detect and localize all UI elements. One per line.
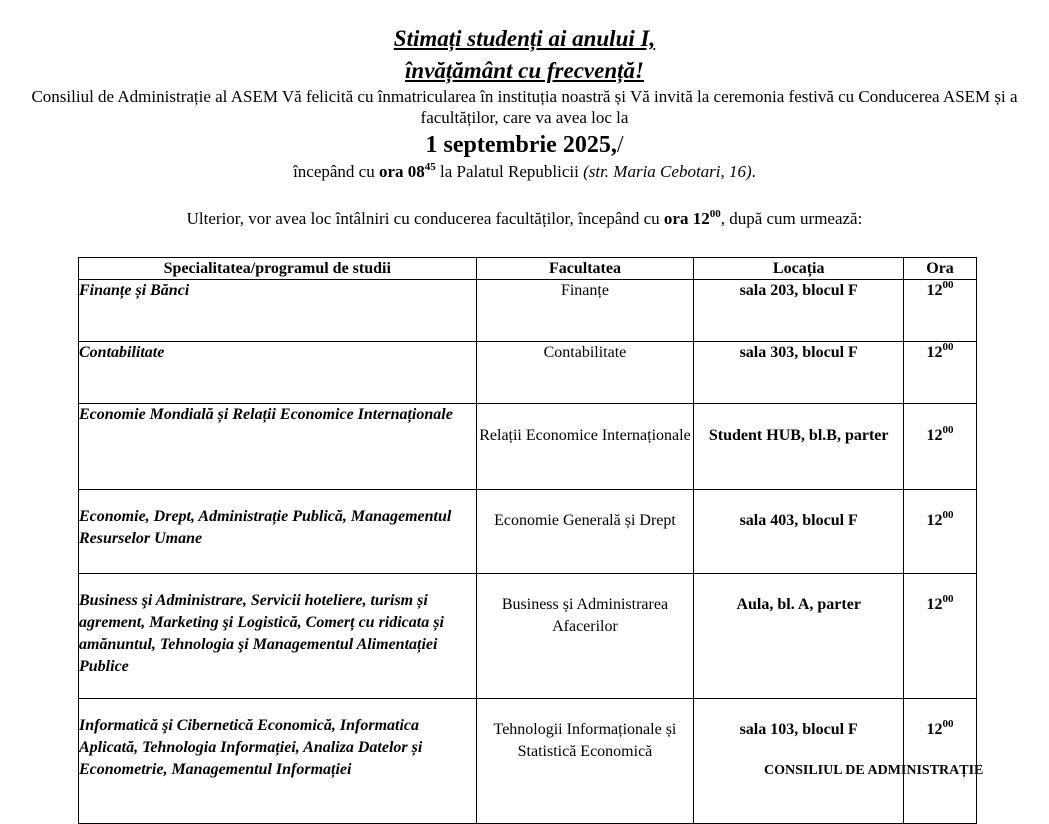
time-minutes: 45 xyxy=(424,161,436,173)
row-location: sala 203, blocul F xyxy=(694,280,904,342)
row-hour xyxy=(904,280,977,342)
date-slash: / xyxy=(616,132,624,158)
row-specialty: Economie Mondială și Relații Economice Internaționale xyxy=(79,404,477,490)
row-hour xyxy=(904,574,977,699)
table-row xyxy=(79,342,977,404)
signature-board: CONSILIUL DE ADMINISTRAȚIE xyxy=(764,763,984,778)
row-hour-value: 12 xyxy=(926,596,943,613)
header-location: Locația xyxy=(694,258,904,280)
meetings-prefix: Ulterior, vor avea loc întâlniri cu conducerea facultăților, începând cu xyxy=(186,209,664,228)
row-hour-minutes: 00 xyxy=(942,509,954,521)
row-hour-minutes: 00 xyxy=(942,279,954,291)
row-location: sala 403, blocul F xyxy=(694,490,904,574)
row-hour xyxy=(904,342,977,404)
meetings-suffix: , după cum urmează: xyxy=(720,209,863,228)
header-specialty: Specialitatea/programul de studii xyxy=(79,258,477,280)
row-hour-value: 12 xyxy=(926,344,943,361)
intro-paragraph: Consiliul de Administrație al ASEM Vă felicită cu înmatricularea în instituția noastră și Vă invită la ceremonia festivă cu Conducerea ASEM și a facultăților, care va avea loc la xyxy=(31,87,1018,127)
row-faculty: Finanțe xyxy=(476,280,694,342)
row-hour xyxy=(904,699,977,824)
table-row xyxy=(79,404,977,490)
row-location: Aula, bl. A, parter xyxy=(694,574,904,699)
row-faculty: Relații Economice Internaționale xyxy=(476,404,694,490)
table-header-row xyxy=(79,258,977,280)
header-hour: Ora xyxy=(904,258,977,280)
schedule-table xyxy=(78,257,977,824)
time-address: (str. Maria Cebotari, 16) xyxy=(583,162,752,181)
title-line-1: Stimați studenți ai anului I, xyxy=(393,26,656,51)
row-location: Student HUB, bl.B, parter xyxy=(694,404,904,490)
row-hour-minutes: 00 xyxy=(942,718,954,730)
row-specialty: Informatică şi Cibernetică Economică, Informatica Aplicată, Tehnologia Informației, Analiza Datelor și Econometrie, Managementul Informației xyxy=(79,699,477,824)
row-hour-value: 12 xyxy=(926,427,943,444)
row-faculty: Economie Generală și Drept xyxy=(476,490,694,574)
row-hour-minutes: 00 xyxy=(942,593,954,605)
time-end: . xyxy=(751,162,756,181)
table-row xyxy=(79,699,977,824)
row-specialty: Contabilitate xyxy=(79,342,477,404)
row-location: sala 303, blocul F xyxy=(694,342,904,404)
table-row xyxy=(79,280,977,342)
time-place: la Palatul Republicii xyxy=(435,162,584,181)
row-specialty: Business şi Administrare, Servicii hoteliere, turism și agrement, Marketing şi Logistică, Comerț cu ridicata și amănuntul, Tehnologia şi Managementul Alimentației Publice xyxy=(79,574,477,699)
time-label: ora 08 xyxy=(378,162,425,181)
row-location: sala 103, blocul F xyxy=(694,699,904,824)
row-specialty: Economie, Drept, Administrație Publică, Managementul Resurselor Umane xyxy=(79,490,477,574)
meetings-hour: ora 12 xyxy=(663,209,710,228)
ceremony-date xyxy=(0,130,1049,160)
table-row xyxy=(79,574,977,699)
title-line-2: învățământ cu frecvență! xyxy=(405,58,644,83)
table-row xyxy=(79,490,977,574)
ceremony-date-text: 1 septembrie 2025, xyxy=(425,132,617,158)
row-hour-value: 12 xyxy=(926,282,943,299)
header-faculty: Facultatea xyxy=(476,258,694,280)
row-hour xyxy=(904,490,977,574)
row-specialty: Finanțe și Bănci xyxy=(79,280,477,342)
row-faculty: Business și Administrarea Afacerilor xyxy=(476,574,694,699)
meetings-minutes: 00 xyxy=(709,208,721,220)
time-prefix: începând cu xyxy=(293,162,379,181)
row-hour-minutes: 00 xyxy=(942,424,954,436)
row-faculty: Contabilitate xyxy=(476,342,694,404)
ceremony-time-line xyxy=(0,161,1049,183)
row-hour-value: 12 xyxy=(926,721,943,738)
meetings-line xyxy=(0,208,1049,230)
row-hour xyxy=(904,404,977,490)
row-hour-minutes: 00 xyxy=(942,341,954,353)
row-hour-value: 12 xyxy=(926,512,943,529)
row-faculty: Tehnologii Informaționale și Statistică Economică xyxy=(476,699,694,824)
